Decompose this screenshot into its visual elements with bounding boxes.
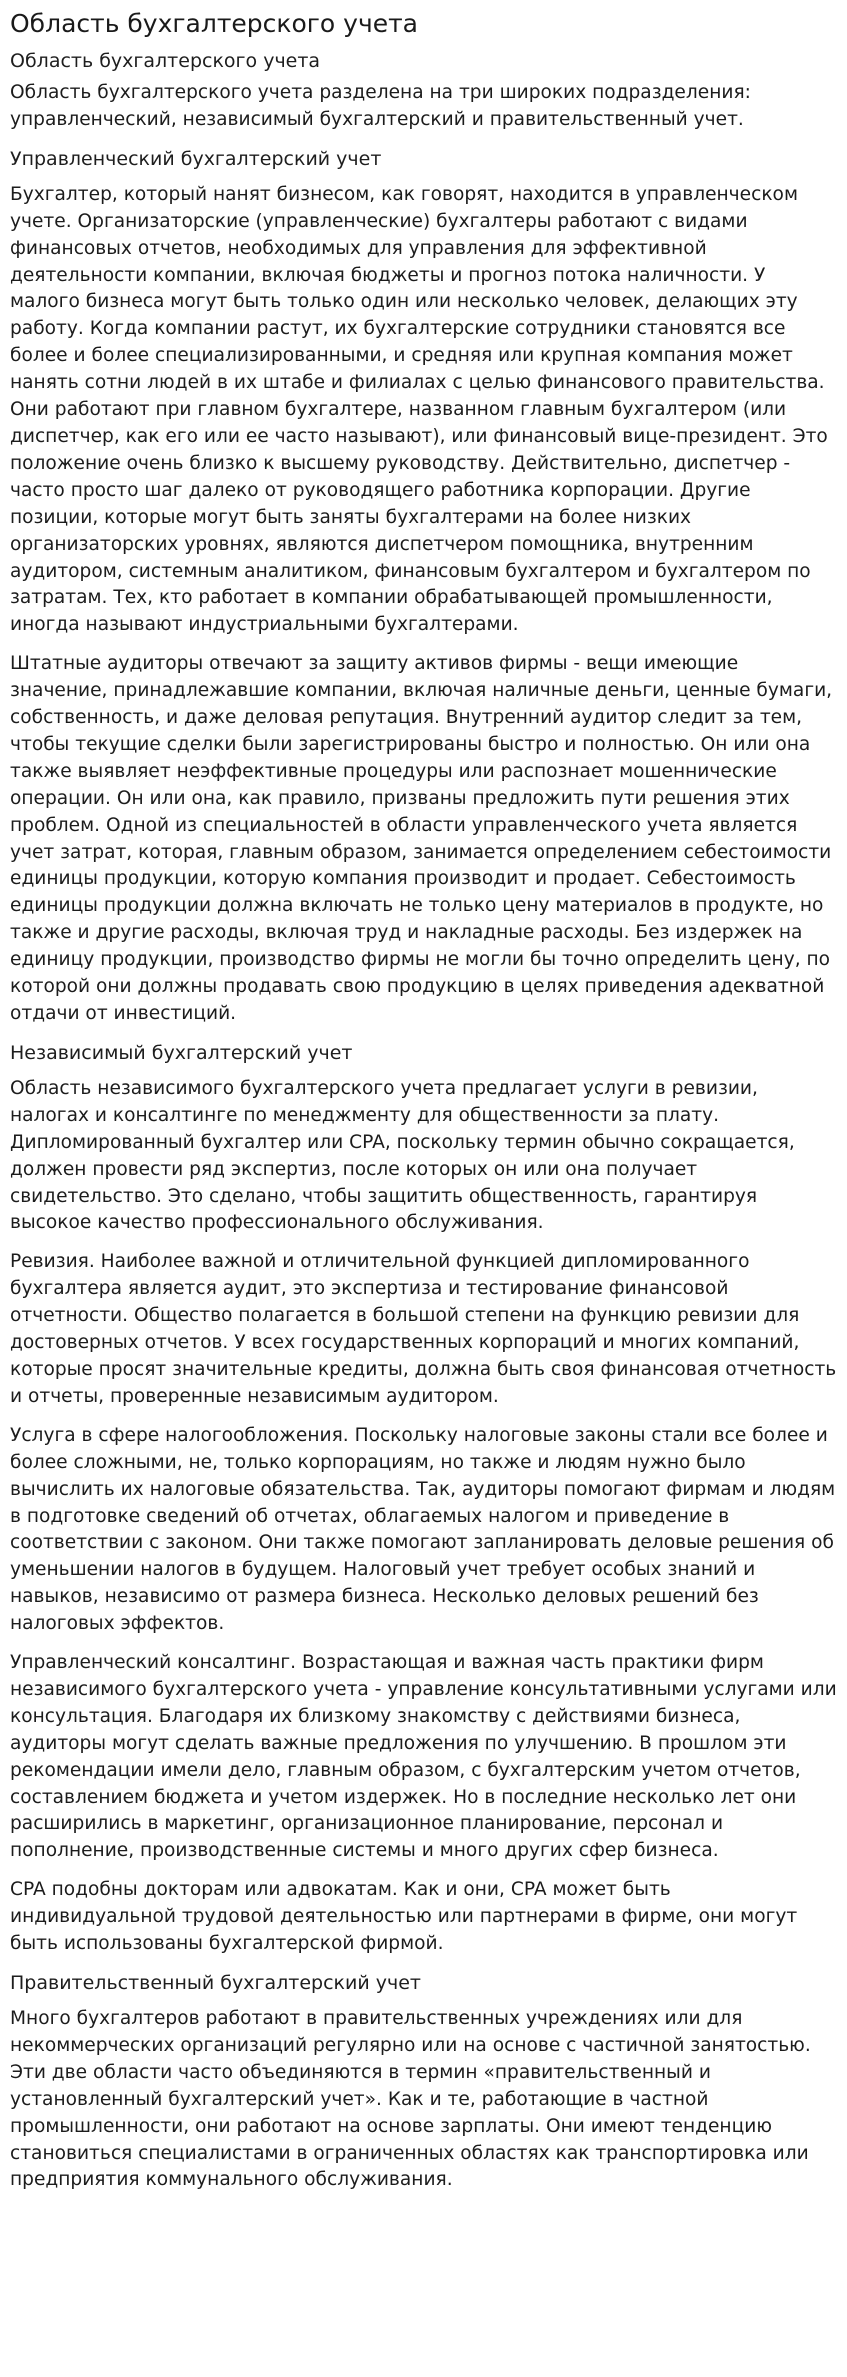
paragraph: Услуга в сфере налогообложения. Поскольку налоговые законы стали все более и более сложными, не, только корпорациям, но также и людям нужно было вычислить их налоговые обязательства. Так, аудиторы помогают фирмам и людям в подготовке сведений об отчетах, облагаемых налогом и приведение в соответствии с законом. Они также помогают запланировать деловые решения об уменьшении налогов в будущем. Налоговый учет требует особых знаний и навыков, независимо от размера бизнеса. Несколько деловых решений без налоговых эффектов.: [10, 1424, 836, 1635]
section-independent-accounting: [10, 1040, 840, 1958]
paragraph: Область независимого бухгалтерского учета предлагает услуги в ревизии, налогах и консалтинге по менеджменту для общественности за плату. Дипломированный бухгалтер или CPA, поскольку термин обычно сокращается, должен провести ряд экспертиз, после которых он или она получает свидетельство. Это сделано, чтобы защитить общественность, гарантируя высокое качество профессионального обслуживания.: [10, 1077, 795, 1234]
section-heading: Управленческий бухгалтерский учет: [10, 147, 382, 170]
section-heading: Независимый бухгалтерский учет: [10, 1041, 353, 1064]
document-title: Область бухгалтерского учета: [10, 9, 418, 38]
paragraph: Бухгалтер, который нанят бизнесом, как говорят, находится в управленческом учете. Организаторские (управленческие) бухгалтеры работают с видами финансовых отчетов, необходимых для управления для эффективной деятельности компании, включая бюджеты и прогноз потока наличности. У малого бизнеса могут быть только один или несколько человек, делающих эту работу. Когда компании растут, их бухгалтерские сотрудники становятся все более и более специализированными, и средняя или крупная компания может нанять сотни людей в их штабе и филиалах с целью финансового правительства. Они работают при главном бухгалтере, названном главным бухгалтером (или диспетчер, как его или ее часто называют), или финансовый вице-президент. Это положение очень близко к высшему руководству. Действительно, диспетчер - часто просто шаг далеко от руководящего работника корпорации. Другие позиции, которые могут быть заняты бухгалтерами на более низких организаторских уровнях, являются диспетчером помощника, внутренним аудитором, системным аналитиком, финансовым бухгалтером и бухгалтером по затратам. Тех, кто работает в компании обрабатывающей промышленности, иногда называют индустриальными бухгалтерами.: [10, 183, 828, 636]
section-management-accounting: [10, 146, 840, 1028]
section-government-accounting: [10, 1970, 840, 2194]
intro-paragraph: Область бухгалтерского учета разделена на три широких подразделения: управленческий, независимый бухгалтерский и правительственный учет.: [10, 82, 751, 130]
document-subtitle: Область бухгалтерского учета: [10, 50, 321, 72]
paragraph: Штатные аудиторы отвечают за защиту активов фирмы - вещи имеющие значение, принадлежавшие компании, включая наличные деньги, ценные бумаги, собственность, и даже деловая репутация. Внутренний аудитор следит за тем, чтобы текущие сделки были зарегистрированы быстро и полностью. Он или она также выявляет неэффективные процедуры или распознает мошеннические операции. Он или она, как правило, призваны предложить пути решения этих проблем. Одной из специальностей в области управленческого учета является учет затрат, которая, главным образом, занимается определением себестоимости единицы продукции, которую компания производит и продает. Себестоимость единицы продукции должна включать не только цену материалов в продукте, но также и другие расходы, включая труд и накладные расходы. Без издержек на единицу продукции, производство фирмы не могли бы точно определить цену, по которой они должны продавать свою продукцию в целях приведения адекватной отдачи от инвестиций.: [10, 653, 833, 1024]
paragraph: CPA подобны докторам или адвокатам. Как и они, CPA может быть индивидуальной трудовой деятельностью или партнерами в фирме, они могут быть использованы бухгалтерской фирмой.: [10, 1879, 798, 1955]
paragraph: Управленческий консалтинг. Возрастающая и важная часть практики фирм независимого бухгалтерского учета - управление консультативными услугами или консультация. Благодаря их близкому знакомству с действиями бизнеса, аудиторы могут сделать важные предложения по улучшению. В прошлом эти рекомендации имели дело, главным образом, с бухгалтерским учетом отчетов, составлением бюджета и учетом издержек. Но в последние несколько лет они расширились в маркетинг, организационное планирование, персонал и пополнение, производственные системы и много других сфер бизнеса.: [10, 1652, 837, 1862]
section-heading: Правительственный бухгалтерский учет: [10, 1972, 421, 1994]
paragraph: Много бухгалтеров работают в правительственных учреждениях или для некоммерческих организаций регулярно или на основе с частичной занятостью. Эти две области часто объединяются в термин «правительственный и установленный бухгалтерский учет». Как и те, работающие в частной промышленности, они работают на основе зарплаты. Они имеют тенденцию становиться специалистами в ограниченных областях как транспортировка или предприятия коммунального обслуживания.: [10, 2008, 811, 2191]
document: [10, 8, 840, 2206]
paragraph: Ревизия. Наиболее важной и отличительной функцией дипломированного бухгалтера является аудит, это экспертиза и тестирование финансовой отчетности. Общество полагается в большой степени на функцию ревизии для достоверных отчетов. У всех государственных корпораций и многих компаний, которые просят значительные кредиты, должна быть своя финансовая отчетность и отчеты, проверенные независимым аудитором.: [10, 1251, 837, 1407]
